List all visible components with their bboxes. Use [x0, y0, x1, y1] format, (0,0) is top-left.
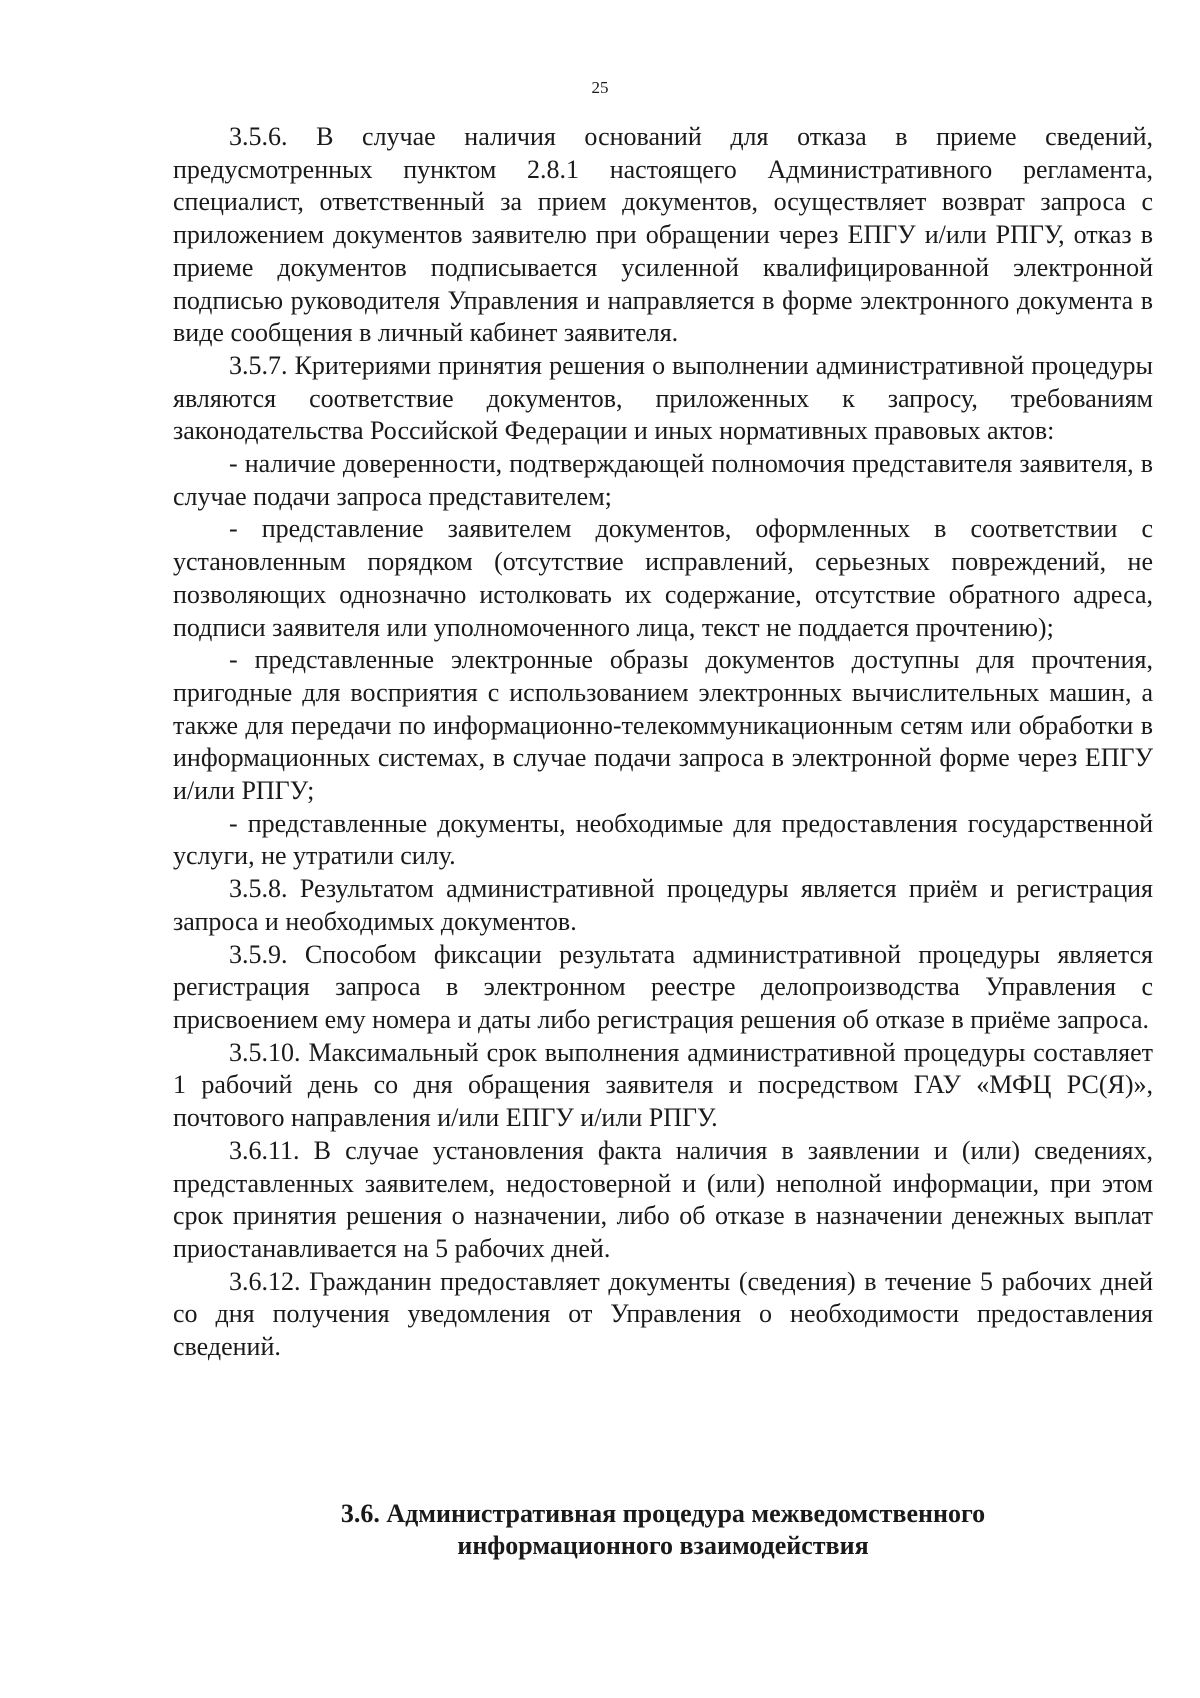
- criteria-item-power-of-attorney: - наличие доверенности, подтверждающей полномочия представителя заявителя, в случае подачи запроса представителем;: [173, 449, 1153, 511]
- paragraph-3-6-12: 3.6.12. Гражданин предоставляет документы (сведения) в течение 5 рабочих дней со дня получения уведомления от Управления о необходимости предоставления сведений.: [173, 1266, 1153, 1362]
- section-heading-line-2: информационного взаимодействия: [457, 1531, 869, 1560]
- page-number: 25: [591, 78, 609, 97]
- paragraph-3-5-8: 3.5.8. Результатом административной процедуры является приём и регистрация запроса и необходимых документов.: [173, 874, 1153, 936]
- paragraph-3-5-9: 3.5.9. Способом фиксации результата административной процедуры является регистрация запроса в электронном реестре делопроизводства Управления с присвоением ему номера и даты либо регистрация решения об отказе в приёме запроса.: [173, 939, 1153, 1034]
- paragraph-3-5-10: 3.5.10. Максимальный срок выполнения административной процедуры составляет 1 рабочий день со дня обращения заявителя и посредством ГАУ «МФЦ РС(Я)», почтового направления и/или ЕПГУ и/или РПГУ.: [173, 1037, 1153, 1133]
- paragraph-3-6-11: 3.6.11. В случае установления факта наличия в заявлении и (или) сведениях, представленных заявителем, недостоверной и (или) неполной информации, при этом срок принятия решения о назначении, либо об отказе в назначении денежных выплат приостанавливается на 5 рабочих дней.: [173, 1135, 1153, 1263]
- document-body: [173, 121, 1153, 1364]
- criteria-item-electronic-images: - представленные электронные образы документов доступны для прочтения, пригодные для восприятия с использованием электронных вычислительных машин, а также для передачи по информационно-телекоммуникационным сетям или обработки в информационных системах, в случае подачи запроса в электронной форме через ЕПГУ и/или РПГУ;: [173, 645, 1153, 806]
- criteria-item-document-format: - представление заявителем документов, оформленных в соответствии с установленным порядком (отсутствие исправлений, серьезных повреждений, не позволяющих однозначно истолковать их содержание, отсутствие обратного адреса, подписи заявителя или уполномоченного лица, текст не поддается прочтению);: [173, 514, 1153, 642]
- section-heading-line-1: 3.6. Административная процедура межведомственного: [340, 1499, 986, 1528]
- criteria-item-documents-valid: - представленные документы, необходимые для предоставления государственной услуги, не утратили силу.: [173, 808, 1153, 871]
- paragraph-3-5-7: 3.5.7. Критериями принятия решения о выполнении административной процедуры являются соответствие документов, приложенных к запросу, требованиям законодательства Российской Федерации и иных нормативных правовых актов:: [173, 350, 1153, 446]
- paragraph-3-5-6: 3.5.6. В случае наличия оснований для отказа в приеме сведений, предусмотренных пунктом 2.8.1 настоящего Административного регламента, специалист, ответственный за прием документов, осуществляет возврат запроса с приложением документов заявителю при обращении через ЕПГУ и/или РПГУ, отказ в приеме документов подписывается усиленной квалифицированной электронной подписью руководителя Управления и направляется в форме электронного документа в виде сообщения в личный кабинет заявителя.: [173, 122, 1153, 348]
- section-heading: [173, 1498, 1153, 1562]
